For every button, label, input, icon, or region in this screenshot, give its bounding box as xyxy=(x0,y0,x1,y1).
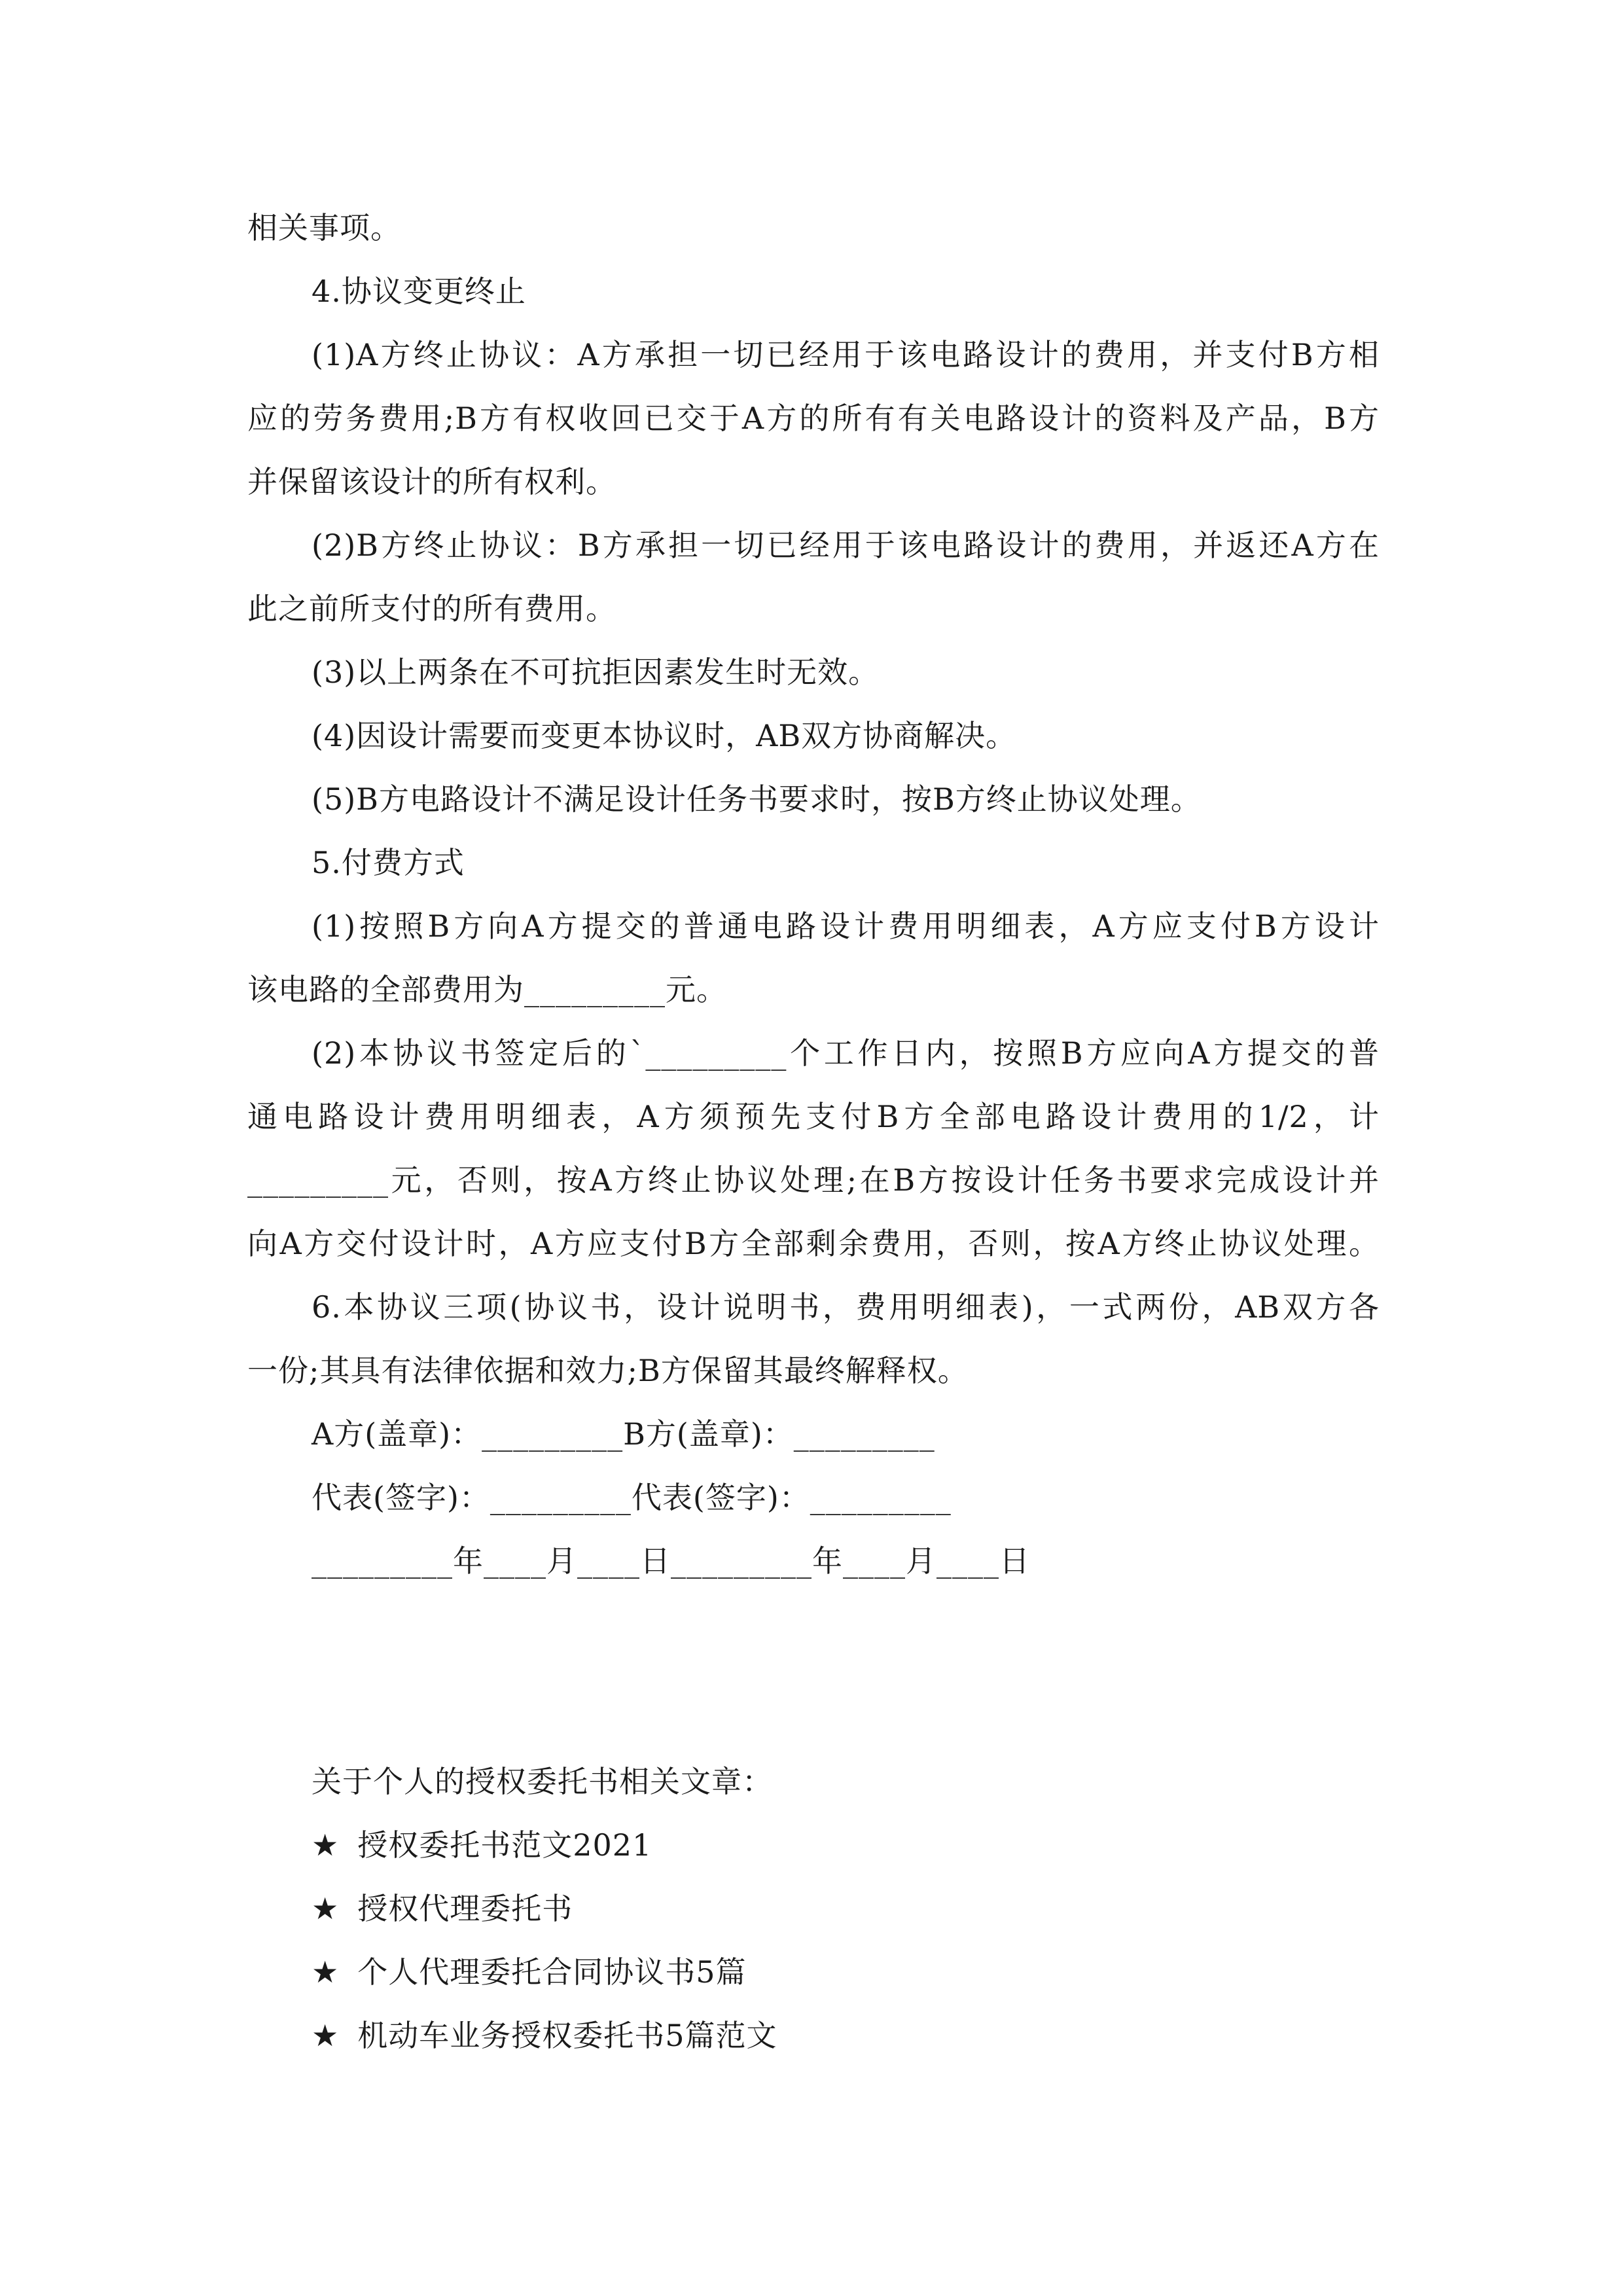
related-article-link[interactable] xyxy=(247,1941,1380,2004)
contract-line: (1)A方终止协议：A方承担一切已经用于该电路设计的费用，并支付B方相 xyxy=(312,337,1380,372)
contract-line: 4.协议变更终止 xyxy=(312,274,526,309)
related-article-link[interactable] xyxy=(247,2004,1380,2068)
star-icon: ★ xyxy=(312,1827,340,1863)
contract-line: _________元，否则，按A方终止协议处理;在B方按设计任务书要求完成设计并 xyxy=(247,1162,1380,1198)
contract-line: (2)B方终止协议：B方承担一切已经用于该电路设计的费用，并返还A方在 xyxy=(312,528,1380,563)
related-article-title: 机动车业务授权委托书5篇范文 xyxy=(357,2018,777,2053)
related-list xyxy=(247,1814,1380,2068)
contract-line: 向A方交付设计时，A方应支付B方全部剩余费用，否则，按A方终止协议处理。 xyxy=(247,1226,1380,1261)
contract-text xyxy=(247,196,1380,1593)
contract-line: 此之前所支付的所有费用。 xyxy=(247,591,616,626)
contract-line: 6.本协议三项(协议书，设计说明书，费用明细表)，一式两份，AB双方各 xyxy=(312,1289,1380,1325)
contract-line: 并保留该设计的所有权利。 xyxy=(247,464,616,499)
contract-line: 代表(签字)：_________代表(签字)：_________ xyxy=(312,1480,952,1515)
contract-line: (5)B方电路设计不满足设计任务书要求时，按B方终止协议处理。 xyxy=(312,781,1202,817)
related-article-title: 授权委托书范文2021 xyxy=(357,1827,652,1863)
star-icon: ★ xyxy=(312,1891,340,1926)
related-article-title: 授权代理委托书 xyxy=(357,1891,573,1926)
contract-line: 该电路的全部费用为_________元。 xyxy=(247,972,727,1007)
contract-line: 相关事项。 xyxy=(247,210,401,245)
contract-line: (3)以上两条在不可抗拒因素发生时无效。 xyxy=(312,655,880,690)
contract-line: (4)因设计需要而变更本协议时，AB双方协商解决。 xyxy=(312,718,1017,753)
star-icon: ★ xyxy=(312,2018,340,2053)
contract-line: (1)按照B方向A方提交的普通电路设计费用明细表，A方应支付B方设计 xyxy=(312,908,1380,944)
contract-line: A方(盖章)：_________B方(盖章)：_________ xyxy=(312,1416,935,1452)
contract-line: 5.付费方式 xyxy=(312,845,465,880)
contract-line: (2)本协议书签定后的`_________个工作日内，按照B方应向A方提交的普 xyxy=(312,1035,1380,1071)
star-icon: ★ xyxy=(312,1954,340,1990)
document-body xyxy=(247,196,1380,2068)
related-articles xyxy=(247,1750,1380,2068)
contract-line: 一份;其具有法律依据和效力;B方保留其最终解释权。 xyxy=(247,1353,969,1388)
contract-line: 通电路设计费用明细表，A方须预先支付B方全部电路设计费用的1/2，计 xyxy=(247,1099,1380,1134)
related-article-title: 个人代理委托合同协议书5篇 xyxy=(357,1954,747,1990)
related-article-link[interactable] xyxy=(247,1814,1380,1877)
related-heading: 关于个人的授权委托书相关文章： xyxy=(312,1764,773,1799)
contract-line: _________年____月____日_________年____月____日 xyxy=(312,1543,1030,1579)
contract-line: 应的劳务费用;B方有权收回已交于A方的所有有关电路设计的资料及产品，B方 xyxy=(247,401,1380,436)
related-article-link[interactable] xyxy=(247,1877,1380,1941)
section-gap xyxy=(247,1593,1380,1750)
